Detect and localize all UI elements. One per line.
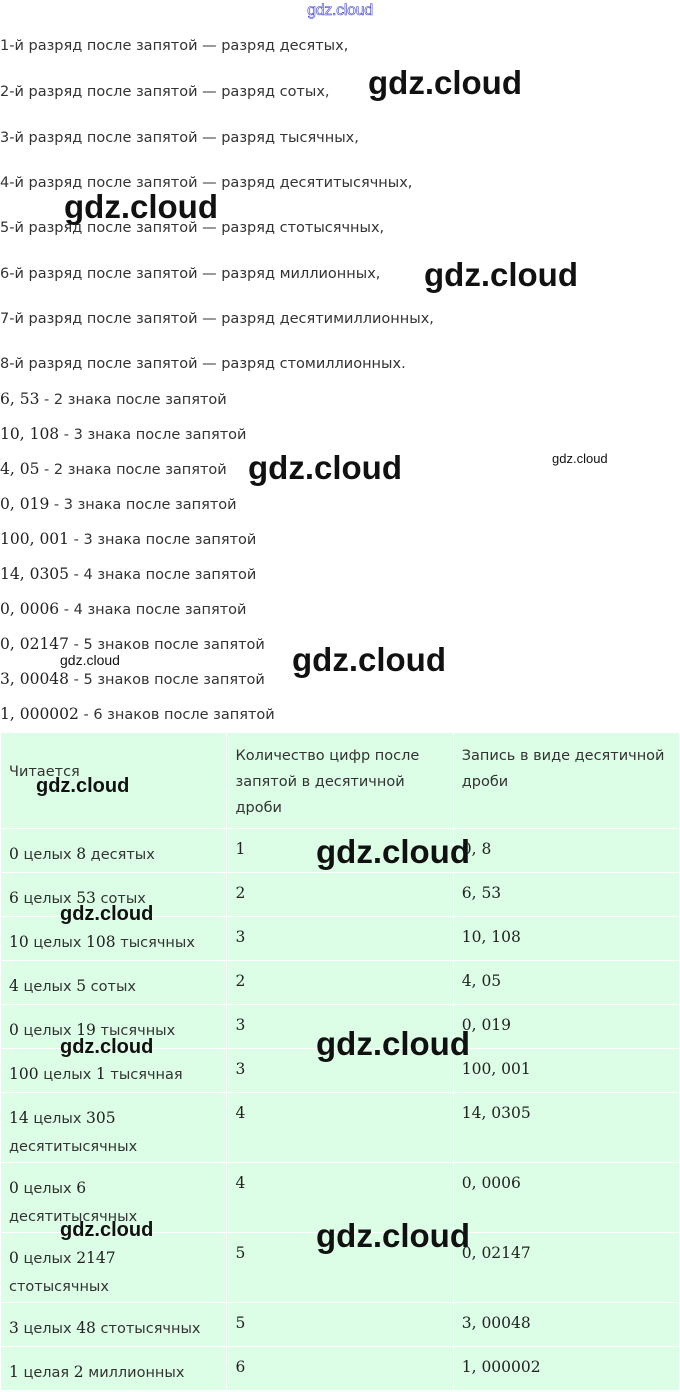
read-cell [1,1347,227,1391]
example-line [0,565,256,583]
watermark: gdz.cloud [36,775,130,797]
read-number: 0 [9,1179,19,1197]
header-label: Читается [9,764,80,780]
decimal-value: 1, 000002 [461,1358,541,1376]
decimal-cell [453,1005,679,1049]
example-line [0,600,246,618]
watermark: gdz.cloud [368,64,522,101]
digits-value: 1 [235,840,246,858]
read-word: целых [18,1023,77,1039]
read-word: целых [18,1251,77,1267]
table-row [1,1303,680,1347]
read-word: тысячных [115,935,195,951]
read-number: 10 [9,933,29,951]
read-word: целых [28,935,87,951]
read-number: 0 [9,1021,19,1039]
read-word: целых [18,979,77,995]
digits-value: 3 [235,928,246,946]
example-number: 6, 53 [0,390,40,408]
decimal-value: 100, 001 [461,1060,531,1078]
example-text: - 3 знака после запятой [69,532,257,548]
watermark: gdz.cloud [60,1036,154,1058]
example-number: 0, 02147 [0,635,70,653]
digits-value: 2 [235,972,246,990]
read-word: сотых [86,979,136,995]
read-word: целых [18,1181,77,1197]
example-line [0,705,275,723]
read-cell [1,961,227,1005]
example-text: - 3 знака после запятой [59,427,247,443]
header-label: Запись в виде десятичной дроби [461,748,665,790]
decimal-cell [453,829,679,873]
read-number: 3 [9,1319,19,1337]
example-line [0,460,227,478]
read-word: десятых [86,847,155,863]
decimal-cell [453,1049,679,1093]
read-number: 2 [73,1363,84,1381]
digits-value: 3 [235,1016,246,1034]
table-header-cell [227,733,453,829]
digits-value: 4 [235,1104,246,1122]
decimal-cell [453,1347,679,1391]
read-number: 6 [76,1179,87,1197]
decimal-cell [453,917,679,961]
decimal-cell [453,961,679,1005]
read-number: 5 [76,977,87,995]
decimal-value: 0, 019 [461,1016,512,1034]
watermark: gdz.cloud [316,833,470,870]
read-number: 305 [86,1109,116,1127]
decimal-cell [453,1163,679,1233]
decimal-value: 4, 05 [461,972,502,990]
read-word: тысячная [105,1067,183,1083]
read-word: стотысячных [9,1279,109,1295]
read-number: 1 [95,1065,106,1083]
read-word: целых [18,847,77,863]
decimal-value: 0, 8 [461,840,492,858]
read-cell [1,1303,227,1347]
example-number: 0, 019 [0,495,50,513]
header-label: Количество цифр после запятой в десятичной дроби [235,748,420,816]
watermark: gdz.cloud [552,451,608,466]
digits-value: 5 [235,1314,246,1332]
place-value-line: 5-й разряд после запятой — разряд стотысячных, [0,220,385,236]
read-number: 1 [9,1363,19,1381]
example-text: - 5 знаков после запятой [69,637,265,653]
site-logo: gdz.cloud [307,2,373,19]
example-text: - 2 знака после запятой [39,392,227,408]
read-number: 4 [9,977,19,995]
example-number: 14, 0305 [0,565,70,583]
example-text: - 4 знака после запятой [59,602,247,618]
digits-cell [227,1093,453,1163]
read-word: сотых [95,891,146,907]
place-value-line: 1-й разряд после запятой — разряд десятых, [0,38,349,54]
digits-value: 3 [235,1060,246,1078]
example-line [0,425,246,443]
example-text: - 2 знака после запятой [39,462,227,478]
decimal-value: 3, 00048 [461,1314,531,1332]
read-number: 14 [9,1109,29,1127]
decimal-value: 0, 02147 [461,1244,531,1262]
read-number: 0 [9,1249,19,1267]
table-header-cell [453,733,679,829]
read-number: 100 [9,1065,39,1083]
digits-cell [227,917,453,961]
example-text: - 4 знака после запятой [69,567,257,583]
read-word: тысячных [95,1023,176,1039]
read-cell [1,1093,227,1163]
digits-cell [227,1347,453,1391]
place-value-line: 4-й разряд после запятой — разряд десятитысячных, [0,175,413,191]
watermark: gdz.cloud [292,641,446,678]
example-number: 100, 001 [0,530,70,548]
digits-value: 6 [235,1358,246,1376]
example-line [0,635,265,653]
read-number: 53 [76,889,96,907]
example-text: - 3 знака после запятой [49,497,237,513]
decimal-cell [453,1233,679,1303]
digits-cell [227,1303,453,1347]
place-value-line: 2-й разряд после запятой — разряд сотых, [0,84,330,100]
digits-value: 5 [235,1244,246,1262]
read-cell [1,1233,227,1303]
digits-cell [227,873,453,917]
example-line [0,530,256,548]
example-text: - 6 знаков после запятой [78,707,275,723]
watermark: gdz.cloud [60,903,154,925]
decimal-value: 10, 108 [461,928,521,946]
watermark: gdz.cloud [60,652,120,668]
example-line [0,390,227,408]
read-word: целых [28,1111,87,1127]
read-word: целых [18,1321,77,1337]
decimal-cell [453,1093,679,1163]
table-row [1,1093,680,1163]
read-cell [1,829,227,873]
decimal-cell [453,1303,679,1347]
example-number: 4, 05 [0,460,40,478]
digits-value: 4 [235,1174,246,1192]
read-number: 48 [76,1319,96,1337]
example-number: 10, 108 [0,425,60,443]
watermark: gdz.cloud [60,1219,154,1241]
place-value-line: 7-й разряд после запятой — разряд десятимиллионных, [0,311,434,327]
decimal-value: 6, 53 [461,884,502,902]
example-text: - 5 знаков после запятой [69,672,265,688]
place-value-line: 6-й разряд после запятой — разряд миллионных, [0,266,381,282]
read-word: целая [18,1365,74,1381]
read-word: стотысячных [95,1321,201,1337]
example-line [0,670,265,688]
place-value-line: 3-й разряд после запятой — разряд тысячных, [0,130,359,146]
read-word: целых [18,891,77,907]
read-number: 0 [9,845,19,863]
watermark: gdz.cloud [248,449,402,486]
example-line [0,495,237,513]
decimal-value: 0, 0006 [461,1174,521,1192]
watermark: gdz.cloud [316,1217,470,1254]
table-row [1,1347,680,1391]
read-word: миллионных [83,1365,185,1381]
example-number: 3, 00048 [0,670,70,688]
read-word: целых [38,1067,96,1083]
watermark: gdz.cloud [64,188,218,225]
decimal-cell [453,873,679,917]
read-word: десятитысячных [9,1139,138,1155]
read-number: 8 [76,845,87,863]
example-number: 1, 000002 [0,705,79,723]
table-row [1,961,680,1005]
decimal-value: 14, 0305 [461,1104,531,1122]
read-number: 108 [86,933,116,951]
watermark: gdz.cloud [424,256,578,293]
read-word: десятитысячных [9,1209,138,1225]
read-number: 19 [76,1021,96,1039]
example-number: 0, 0006 [0,600,60,618]
digits-value: 2 [235,884,246,902]
digits-cell [227,961,453,1005]
read-number: 6 [9,889,19,907]
watermark: gdz.cloud [316,1025,470,1062]
read-number: 2147 [76,1249,116,1267]
place-value-line: 8-й разряд после запятой — разряд стомиллионных. [0,356,406,372]
